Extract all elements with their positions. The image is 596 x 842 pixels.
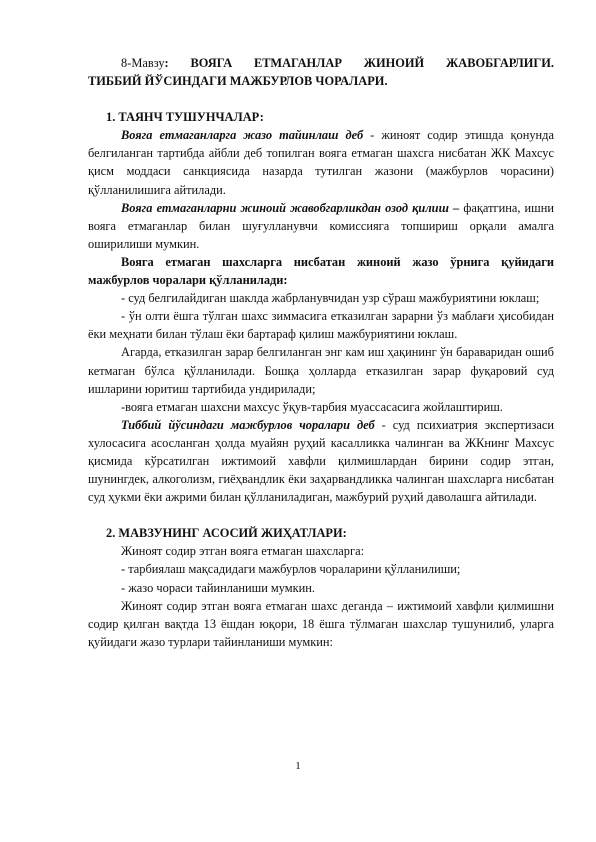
damages-note: Агарда, етказилган зарар белгиланган энг кам иш ҳақининг ўн бараваридан ошиб кетмаган бўлса қўлланилади. Бошқа ҳолларда етказилган зарар фуқаровий суд ишларини юритиш тартибида ундирилади; [88, 345, 554, 396]
aspects-line1: Жиноят содир этган вояга етмаган шахсларга: [121, 544, 365, 559]
aspects-line3: - жазо чораси тайинланиши мумкин. [121, 580, 316, 595]
term-sentencing: Вояга етмаганларга жазо тайинлаш деб [121, 128, 364, 143]
topic-title-line1: ВОЯГА ЕТМАГАНЛАР ЖИНОИЙ ЖАВОБГАРЛИГИ. [168, 56, 554, 70]
coercive-measures-intro: Вояга етмаган шахсларга нисбатан жиноий жазо ўрнига қуйидаги мажбурлов чоралари қўлланилади: [88, 254, 554, 288]
definition-release [88, 199, 554, 253]
measure-special-institution: -вояга етмаган шахсни махсус ўқув-тарбия муассасасига жойлаштириш. [121, 399, 503, 414]
topic-title-line2: ТИББИЙ ЙЎСИНДАГИ МАЖБУРЛОВ ЧОРАЛАРИ. [88, 74, 388, 89]
section2-heading: 2. МАВЗУНИНГ АСОСИЙ ЖИҲАТЛАРИ: [106, 526, 347, 541]
aspects-line2: - тарбиялаш мақсадидаги мажбурлов чораларини қўлланилиши; [121, 562, 461, 577]
topic-prefix: 8-Мавзу [121, 56, 165, 70]
topic-colon: : [164, 56, 169, 70]
page-number: 1 [295, 760, 301, 772]
definition-release-text: фақатгина, ишни вояга етмаганлар билан шуғулланувчи комиссияга топшириш орқали амалга оширилиши мумкин. [88, 200, 554, 251]
definition-sentencing-text: - жиноят содир этишда қонунда белгиланган тартибда айбли деб топилган вояга етмаган шахсга нисбатан ЖК Махсус қисм моддаси санкциясида назарда тутилган жазони (мажбурлов чорасини) қўлланилишига айтилади. [88, 128, 554, 197]
aspects-line4: Жиноят содир этган вояга етмаган шахс деганда – ижтимоий хавфли қилмишни содир қилган вақтда 13 ёшдан юқори, 18 ёшга тўлмаган шахслар тушунилиб, уларга қуйидаги жазо турлари тайинланиши мумкин: [88, 598, 554, 649]
definition-sentencing [88, 126, 554, 198]
term-release: Вояга етмаганларни жиноий жавобгарликдан озод қилиш – [121, 200, 460, 215]
term-medical-measures: Тиббий йўсиндаги мажбурлов чоралари деб [121, 417, 375, 432]
measure-apology: - суд белгилайдиган шаклда жабрланувчидан узр сўраш мажбуриятини юклаш; [121, 291, 540, 306]
topic-title [88, 54, 554, 72]
measure-damages: - ўн олти ёшга тўлган шахс зиммасига етказилган зарарни ўз маблағи ҳисобидан ёки меҳнати билан тўлаш ёки бартараф қилиш мажбуриятини юклаш. [88, 309, 554, 342]
document-page [88, 50, 554, 651]
section1-heading: 1. ТАЯНЧ ТУШУНЧАЛАР: [106, 110, 264, 125]
definition-medical-measures [88, 416, 554, 506]
definition-medical-measures-text: - суд психиатрия экспертизаси хулосасига асосланган ҳолда муайян руҳий касалликка чалинган ва ЖКнинг Махсус қисмида кўрсатилган ижтимоий хавфли қилмишлардан бирини содир этган, шунингдек, алкоголизм, гиёҳвандлик ёки заҳарвандликка чалинган шахсларга нисбатан суд ҳукми ёки ажрими билан қўлланиладиган, мажбурий руҳий даволашга айтилади. [88, 417, 554, 505]
